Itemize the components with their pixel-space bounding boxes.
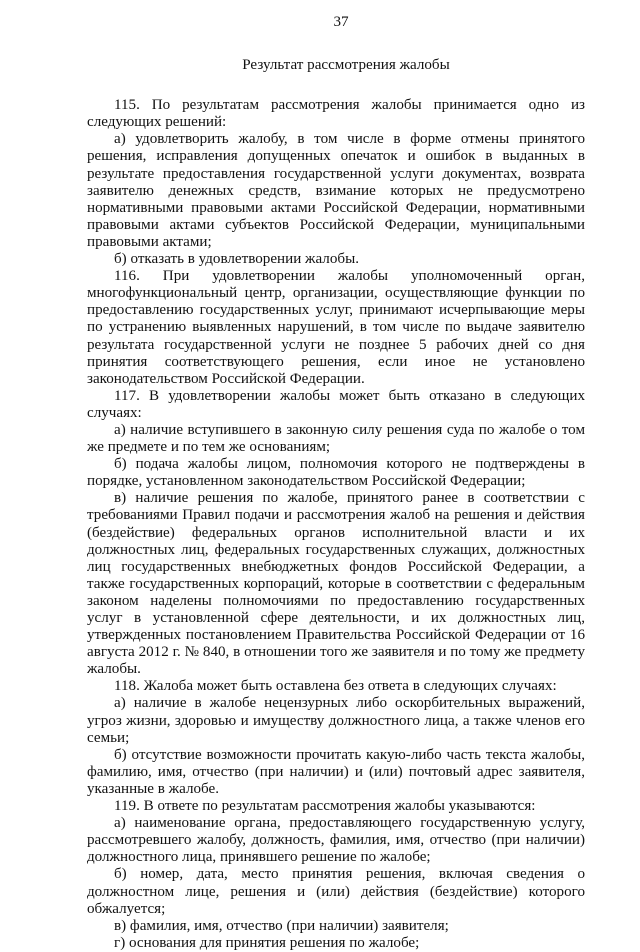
paragraph-115-b: б) отказать в удовлетворении жалобы. <box>114 251 359 268</box>
paragraph-118-a: а) наличие в жалобе нецензурных либо оскорбительных выражений, угроз жизни, здоровью и имуществу должностного лица, а также членов его семьи; <box>87 695 585 746</box>
paragraph-117-a: а) наличие вступившего в законную силу решения суда по жалобе о том же предмете и по тем же основаниям; <box>87 421 585 456</box>
paragraph-119-v: в) фамилия, имя, отчество (при наличии) заявителя; <box>114 917 449 934</box>
paragraph-118-b: б) отсутствие возможности прочитать какую-либо часть текста жалобы, фамилию, имя, отчество (при наличии) и (или) почтовый адрес заявителя, указанные в жалобе. <box>87 746 585 797</box>
paragraph-118: 118. Жалоба может быть оставлена без ответа в следующих случаях: <box>114 678 557 695</box>
document-page <box>87 14 585 952</box>
paragraph-119-b: б) номер, дата, место принятия решения, включая сведения о должностном лице, решения и (или) действия (бездействие) которого обжалуется; <box>87 866 585 917</box>
paragraph-115-a: а) удовлетворить жалобу, в том числе в форме отмены принятого решения, исправления допущенных опечаток и ошибок в выданных в результате предоставления государственной услуги документах, возврата заявителю денежных средств, взимание которых не предусмотрено нормативными правовыми актами Российской Федерации, нормативными правовыми актами субъектов Российской Федерации, муниципальными правовыми актами; <box>87 131 585 250</box>
paragraph-119-g: г) основания для принятия решения по жалобе; <box>114 934 420 951</box>
page-number: 37 <box>333 14 349 30</box>
paragraph-115: 115. По результатам рассмотрения жалобы принимается одно из следующих решений: <box>87 97 585 131</box>
paragraph-119-a: а) наименование органа, предоставляющего государственную услугу, рассмотревшего жалобу, должность, фамилия, имя, отчество (при наличии) должностного лица, принявшего решение по жалобе; <box>87 815 585 866</box>
paragraph-117-b: б) подача жалобы лицом, полномочия которого не подтверждены в порядке, установленном законодательством Российской Федерации; <box>87 456 585 490</box>
paragraph-119: 119. В ответе по результатам рассмотрения жалобы указываются: <box>114 798 536 815</box>
paragraph-116: 116. При удовлетворении жалобы уполномоченный орган, многофункциональный центр, организации, осуществляющие функции по предоставлению государственных услуг, принимают исчерпывающие меры по устранению выявленных нарушений, в том числе по выдаче заявителю результата государственной услуги не позднее 5 рабочих дней со дня принятия соответствующего решения, если иное не установлено законодательством Российской Федерации. <box>87 268 585 387</box>
document-body <box>87 97 585 952</box>
paragraph-117: 117. В удовлетворении жалобы может быть отказано в следующих случаях: <box>87 387 585 421</box>
paragraph-117-v: в) наличие решения по жалобе, принятого ранее в соответствии с требованиями Правил подачи и рассмотрения жалоб на решения и действия (бездействие) федеральных органов исполнительной власти и их должностных лиц, федеральных государственных служащих, должностных лиц государственных внебюджетных фондов Российской Федерации, а также государственных корпораций, которые в соответствии с федеральным законом наделены полномочиями по предоставлению государственных услуг в установленной сфере деятельности, и их должностных лиц, утвержденных постановлением Правительства Российской Федерации от 16 августа 2012 г. № 840, в отношении того же заявителя и по тому же предмету жалобы. <box>87 490 585 678</box>
section-title: Результат рассмотрения жалобы <box>242 57 450 74</box>
